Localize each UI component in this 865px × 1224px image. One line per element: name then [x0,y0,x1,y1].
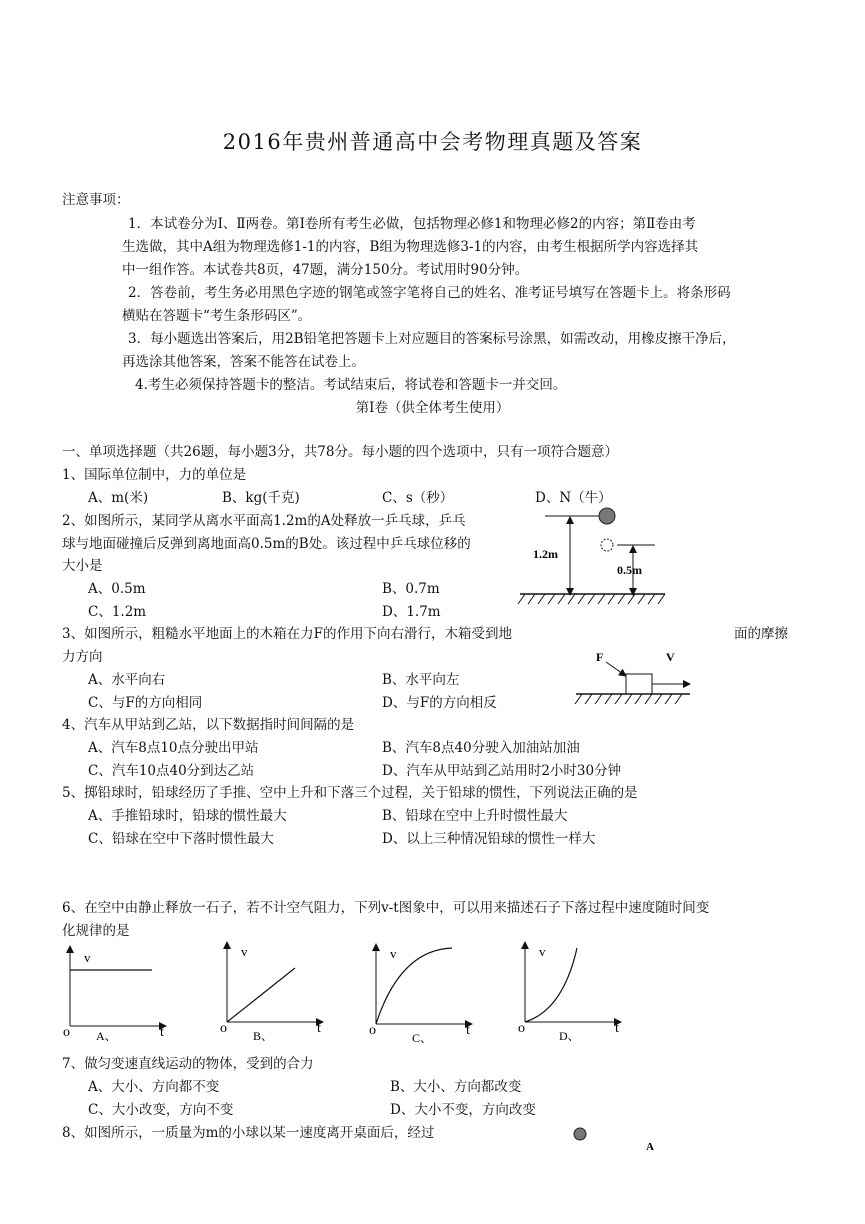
q4-option-b: B、汽车8点40分驶入加油站加油 [382,740,580,756]
ball-a [599,508,615,524]
ground-hatch [575,694,682,704]
height-label-2: 0.5m [617,563,642,577]
q5-stem: 5、掷铅球时，铅球经历了手推、空中上升和下落三个过程，关于铅球的惯性，下列说法正确的是 [62,785,638,801]
q4-option-d: D、汽车从甲站到乙站用时2小时30分钟 [382,763,622,779]
axis-t-label: t [466,1023,470,1038]
vt-graph-c [364,940,484,1048]
q3-option-d: D、与F的方向相反 [382,695,497,711]
notice-line: 中一组作答。本试卷共8页，47题，满分150分。考试用时90分钟。 [122,262,529,278]
notice-line: 3．每小题选出答案后，用2B铅笔把答题卡上对应题目的答案标号涂黑，如需改动，用橡皮擦干净后， [128,331,736,347]
q1-option-d: D、N（牛） [535,490,612,506]
q7-option-d: D、大小不变，方向改变 [390,1102,536,1118]
origin-label: o [63,1025,70,1040]
q3-stem: 面的摩擦 [734,626,788,642]
vt-graph-d [513,940,633,1048]
graph-label: A、 [96,1029,117,1043]
q3-stem: 3、如图所示，粗糙水平地面上的木箱在力F的作用下向右滑行，木箱受到地 [62,626,512,642]
q7-option-b: B、大小、方向都改变 [390,1079,522,1095]
force-arrow [606,662,626,676]
q2-stem: 2、如图所示，某同学从离水平面高1.2m的A处释放一乒乓球，乒乓 [62,513,466,529]
section-heading: 一、单项选择题（共26题，每小题3分，共78分。每小题的四个选项中，只有一项符合题意） [62,444,618,460]
q3-option-b: B、水平向左 [382,672,460,688]
q6-stem: 化规律的是 [62,923,130,939]
q2-figure [515,500,670,610]
q5-option-a: A、手推铅球时，铅球的惯性最大 [88,808,287,824]
notice-line: 1．本试卷分为Ⅰ、Ⅱ两卷。第Ⅰ卷所有考生必做，包括物理必修1和物理必修2的内容；第Ⅱ卷由考 [128,216,696,232]
q2-option-b: B、0.7m [382,581,440,597]
q5-option-c: C、铅球在空中下落时惯性最大 [88,831,274,847]
ground-hatch [518,594,665,604]
wooden-box [626,674,652,694]
q2-option-c: C、1.2m [88,604,147,620]
origin-label: o [369,1023,376,1038]
q7-option-a: A、大小、方向都不变 [88,1079,220,1095]
q7-stem: 7、做匀变速直线运动的物体，受到的合力 [62,1056,314,1072]
notice-line: 4.考生必须保持答题卡的整洁。考试结束后，将试卷和答题卡一并交回。 [135,377,567,393]
q1-option-c: C、s（秒） [382,490,454,506]
notice-line: 再选涂其他答案，答案不能答在试卷上。 [122,354,365,370]
q3-figure [570,646,695,712]
q1-stem: 1、国际单位制中，力的单位是 [62,467,247,483]
ball [574,1128,586,1140]
axis-v-label: v [84,950,91,965]
height-label-1: 1.2m [533,547,558,561]
page-title: 2016年贵州普通高中会考物理真题及答案 [222,130,643,154]
q2-option-a: A、0.5m [88,581,146,597]
graph-label: C、 [412,1031,433,1045]
curve-decelerating [376,948,452,1024]
notice-heading: 注意事项： [62,192,130,208]
notice-line: 2．答卷前，考生务必用黑色字迹的钢笔或签字笔将自己的姓名、准考证号填写在答题卡上。将条形码 [128,285,731,301]
axis-t-label: t [160,1025,164,1040]
q2-option-d: D、1.7m [382,604,441,620]
q6-stem: 6、在空中由静止释放一石子，若不计空气阻力，下列v-t图象中，可以用来描述石子下落过程中速度随时间变 [62,900,710,916]
axis-v-label: v [539,944,546,959]
curve-linear [227,968,295,1022]
q4-option-c: C、汽车10点40分到达乙站 [88,763,255,779]
q1-option-a: A、m(米) [88,490,149,506]
vt-graph-b [215,940,335,1048]
origin-label: o [518,1021,525,1036]
axis-v-label: v [241,944,248,959]
q4-stem: 4、汽车从甲站到乙站，以下数据指时间间隔的是 [62,717,355,733]
notice-line: 横贴在答题卡“考生条形码区”。 [122,308,312,324]
q8-stem: 8、如图所示，一质量为m的小球以某一速度离开桌面后，经过 [62,1125,435,1141]
q7-option-c: C、大小改变，方向不变 [88,1102,234,1118]
q5-option-d: D、以上三种情况铅球的惯性一样大 [382,831,596,847]
force-label: F [596,650,604,664]
part-title: 第Ⅰ卷（供全体考生使用） [355,400,510,416]
notice-line: 生选做，其中A组为物理选修1-1的内容，B组为物理选修3-1的内容，由考生根据所学内容选择其 [122,239,699,255]
origin-label: o [220,1021,227,1036]
point-a-label: A [646,1141,654,1153]
q4-option-a: A、汽车8点10点分驶出甲站 [88,740,259,756]
q1-option-b: B、kg(千克) [222,490,300,506]
curve-accelerating [525,948,577,1022]
q2-stem: 大小是 [62,558,103,574]
q2-stem: 球与地面碰撞后反弹到离地面高0.5m的B处。该过程中乒乓球位移的 [62,536,471,552]
vt-graph-a [58,940,178,1048]
q3-option-a: A、水平向右 [88,672,166,688]
graph-label: B、 [253,1029,274,1043]
graph-label: D、 [559,1029,580,1043]
axis-t-label: t [317,1021,321,1036]
ball-b [601,539,613,551]
q3-option-c: C、与F的方向相同 [88,695,203,711]
axis-v-label: v [390,946,397,961]
q5-option-b: B、铅球在空中上升时惯性最大 [382,808,568,824]
q8-figure [570,1124,670,1154]
axis-t-label: t [615,1021,619,1036]
velocity-label: V [666,650,675,664]
q3-stem: 力方向 [62,649,103,665]
